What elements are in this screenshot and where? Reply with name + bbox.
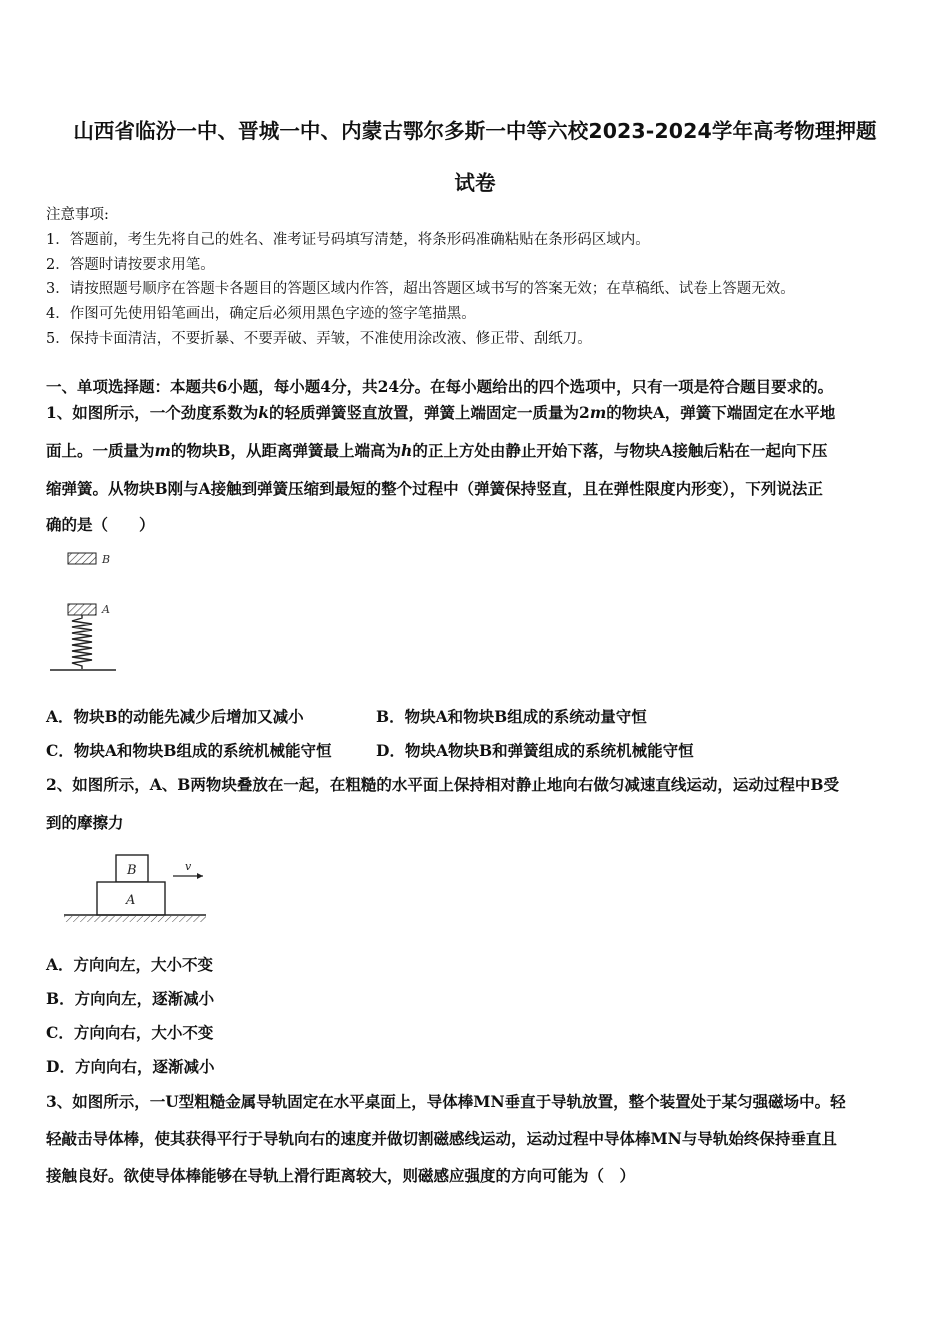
q1-option-c[interactable]: C．物块A和物块B组成的系统机械能守恒 <box>46 741 332 760</box>
page-title <box>30 105 920 209</box>
q2-option-d[interactable]: D．方向向右，逐渐减小 <box>46 1057 215 1076</box>
block-a-label: A <box>126 893 136 908</box>
var-m: m <box>589 403 607 422</box>
q2-line-2: 到的摩擦力 <box>46 813 124 832</box>
section-heading: 一、单项选择题：本题共6小题，每小题4分，共24分。在每小题给出的四个选项中，只有一项是符合题目要求的。 <box>46 377 834 396</box>
notice-heading: 注意事项: <box>46 207 109 223</box>
spring <box>72 615 92 669</box>
q3-line-3: 接触良好。欲使导体棒能够在导轨上滑行距离较大，则磁感应强度的方向可能为（ ） <box>46 1166 636 1185</box>
notice-item-1: 1．答题前，考生先将自己的姓名、准考证号码填写清楚，将条形码准确粘贴在条形码区域内。 <box>46 232 650 248</box>
q3-line-1: 3、如图所示，一U型粗糙金属导轨固定在水平桌面上，导体棒MN垂直于导轨放置，整个装置处于某匀强磁场中。轻 <box>46 1092 846 1111</box>
notice-item-3: 3．请按照题号顺序在答题卡各题目的答题区域内作答，超出答题区域书写的答案无效；在草稿纸、试卷上答题无效。 <box>46 281 795 297</box>
var-k: k <box>258 403 270 422</box>
q1-line-4: 确的是（ ） <box>46 515 155 534</box>
arrow-head-icon <box>197 873 203 879</box>
velocity-label: v <box>185 860 192 873</box>
title-line-2: 试卷 <box>454 171 496 195</box>
q1-option-b[interactable]: B．物块A和物块B组成的系统动量守恒 <box>376 707 647 726</box>
q2-option-a[interactable]: A．方向向左，大小不变 <box>46 955 214 974</box>
q2-option-c[interactable]: C．方向向右，大小不变 <box>46 1023 214 1042</box>
block-b <box>68 553 96 564</box>
q1-line-1: 1、如图所示，一个劲度系数为k的轻质弹簧竖直放置，弹簧上端固定一质量为2m的物块A，弹簧下端固定在水平地 <box>46 403 836 422</box>
q2-option-b[interactable]: B．方向向左，逐渐减小 <box>46 989 215 1008</box>
block-b-label: B <box>127 863 137 878</box>
ground-hatching <box>64 916 206 922</box>
q1-option-a[interactable]: A．物块B的动能先减少后增加又减小 <box>46 707 304 726</box>
block-b-label: B <box>102 553 111 566</box>
notice-item-4: 4．作图可先使用铅笔画出，确定后必须用黑色字迹的签字笔描黑。 <box>46 306 476 322</box>
spring-figure <box>44 545 134 680</box>
q1-option-d[interactable]: D．物块A物块B和弹簧组成的系统机械能守恒 <box>376 741 694 760</box>
notice-item-5: 5．保持卡面清洁，不要折暴、不要弄破、弄皱，不准使用涂改液、修正带、刮纸刀。 <box>46 331 592 347</box>
stacked-blocks-figure <box>60 850 210 930</box>
block-a <box>68 604 96 615</box>
q2-line-1: 2、如图所示，A、B两物块叠放在一起，在粗糙的水平面上保持相对静止地向右做匀减速直线运动，运动过程中B受 <box>46 775 840 794</box>
q1-line-3: 缩弹簧。从物块B刚与A接触到弹簧压缩到最短的整个过程中（弹簧保持竖直，且在弹性限度内形变），下列说法正 <box>46 479 823 498</box>
title-line-1: 山西省临汾一中、晋城一中、内蒙古鄂尔多斯一中等六校2023-2024学年高考物理押题 <box>73 119 877 143</box>
q3-line-2: 轻敲击导体棒，使其获得平行于导轨向右的速度并做切割磁感线运动，运动过程中导体棒MN与导轨始终保持垂直且 <box>46 1129 837 1148</box>
var-h: h <box>401 441 413 460</box>
notice-item-2: 2．答题时请按要求用笔。 <box>46 257 215 273</box>
var-m: m <box>154 441 171 460</box>
block-a-label: A <box>102 603 110 616</box>
q1-line-2: 面上。一质量为m的物块B，从距离弹簧最上端高为h的正上方处由静止开始下落，与物块A接触后粘在一起向下压 <box>46 441 828 460</box>
